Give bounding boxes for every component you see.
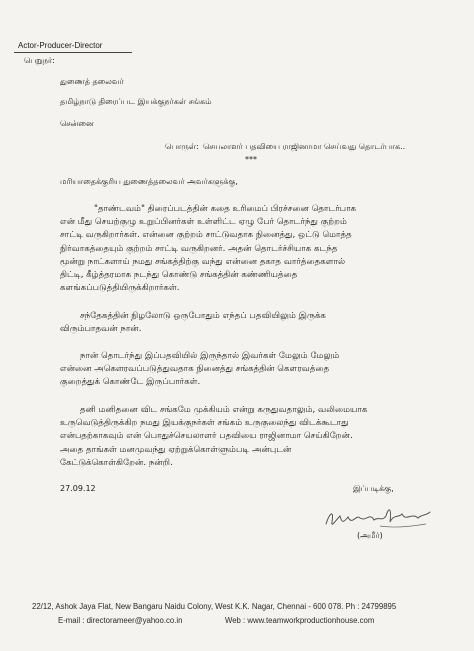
salutation: மரியாதைக்குரிய துணைத்தலைவர் அவர்களுக்கு,	[60, 177, 238, 186]
paragraph-line: என்னை அகௌரவப்படுத்துவதாக நினைத்து சங்கத்தின் கௌரவத்தை	[60, 364, 330, 375]
paragraph-1	[60, 203, 436, 295]
footer-address: 22/12, Ashok Jaya Flat, New Bangaru Naidu Colony, West K.K. Nagar, Chennai - 600 078. Ph : 24799895	[32, 602, 397, 611]
paragraph-line: நிர்வாகத்தையும் குற்றம் சாட்டி வருகிறனர். அதன் தொடர்ச்சியாக கடந்த	[60, 243, 338, 254]
paragraph-4	[60, 404, 436, 470]
footer-email: E-mail : directorameer@yahoo.co.in	[58, 616, 183, 625]
paragraph-line: கேட்டுக்கொள்கிறேன். நன்றி.	[60, 457, 173, 468]
recipient-label: பெறுநர்:	[24, 56, 55, 65]
paragraph-3	[60, 350, 436, 390]
letterhead-rule	[14, 52, 132, 53]
subject-separator: ***	[245, 155, 257, 164]
closing: இப்படிக்கு,	[353, 484, 394, 493]
recipient-line: தமிழ்நாடு திரைப்பட இயக்குநர்கள் சங்கம்	[60, 97, 212, 106]
paragraph-line: என் மீது செயற்குழு உறுப்பினர்கள் உள்ளிட்ட ஏழு பேர் தொடர்ந்து குற்றம்	[60, 217, 347, 228]
recipient-line: துணைத் தலைவர்	[60, 77, 124, 86]
letterhead-title: Actor-Producer-Director	[18, 41, 103, 50]
paragraph-line: உருவெடுத்திருக்கிற நமது இயக்குநர்கள் சங்கம் உருகுலைந்து விடக்கூடாது	[60, 418, 349, 429]
paragraph-line: அதை தாங்கள் மனமுவந்து ஏற்றுக்கொள்ளும்படி அன்புடன்	[60, 444, 292, 455]
signature-name: (அமீர்)	[357, 531, 383, 540]
paragraph-line: விரும்பாதவன் நான்.	[60, 324, 142, 335]
paragraph-line: "தாண்டவம்" திரைப்படத்தின் கதை உரிமைப் பிரச்சனை தொடர்பாக	[94, 204, 357, 214]
paragraph-line: தனி மனிதனை விட சங்கமே முக்கியம் என்று கருதுவதாலும், வலிமையாக	[80, 405, 368, 415]
paragraph-line: சந்தேகத்தின் நிழலோடு ஒருபோதும் எந்தப் பதவியிலும் இருக்க	[80, 311, 326, 321]
subject-label: பொருள்:	[165, 142, 199, 151]
paragraph-line: மூன்று நாட்களாய் நமது சங்கத்திற்கு வந்து என்னை தகாத வார்த்தைகளால்	[60, 256, 346, 267]
paragraph-line: என்பதற்காகவும் என் பொதுச்செயலாளர் பதவியை ராஜினாமா செய்கிறேன்.	[60, 431, 353, 442]
paragraph-line: திட்டி, கீழ்த்தரமாக நடந்து கொண்டு சங்கத்தின் கண்ணியத்தை	[60, 270, 298, 281]
paragraph-line: களங்கப்படுத்தியிருக்கிறார்கள்.	[60, 283, 180, 294]
recipient-line: சென்னை	[60, 119, 94, 128]
subject-text: செயலாளர் பதவியை ராஜினாமா செய்வது தொடர்பாக..	[203, 142, 406, 151]
letter-date: 27.09.12	[60, 484, 96, 493]
paragraph-2	[60, 310, 436, 336]
paragraph-line: குறைத்துக் கொண்டே இருப்பார்கள்.	[60, 377, 201, 388]
footer-web: Web : www.teamworkproductionhouse.com	[225, 616, 375, 625]
paragraph-line: சாட்டி வருகிறார்கள். என்னை குற்றம் சாட்டுவதாக நினைத்து, ஒட்டு மொத்த	[60, 230, 352, 241]
paragraph-line: நான் தொடர்ந்து இப்பதவியில் இருந்தால் இவர்கள் மேலும் மேலும்	[80, 351, 340, 361]
